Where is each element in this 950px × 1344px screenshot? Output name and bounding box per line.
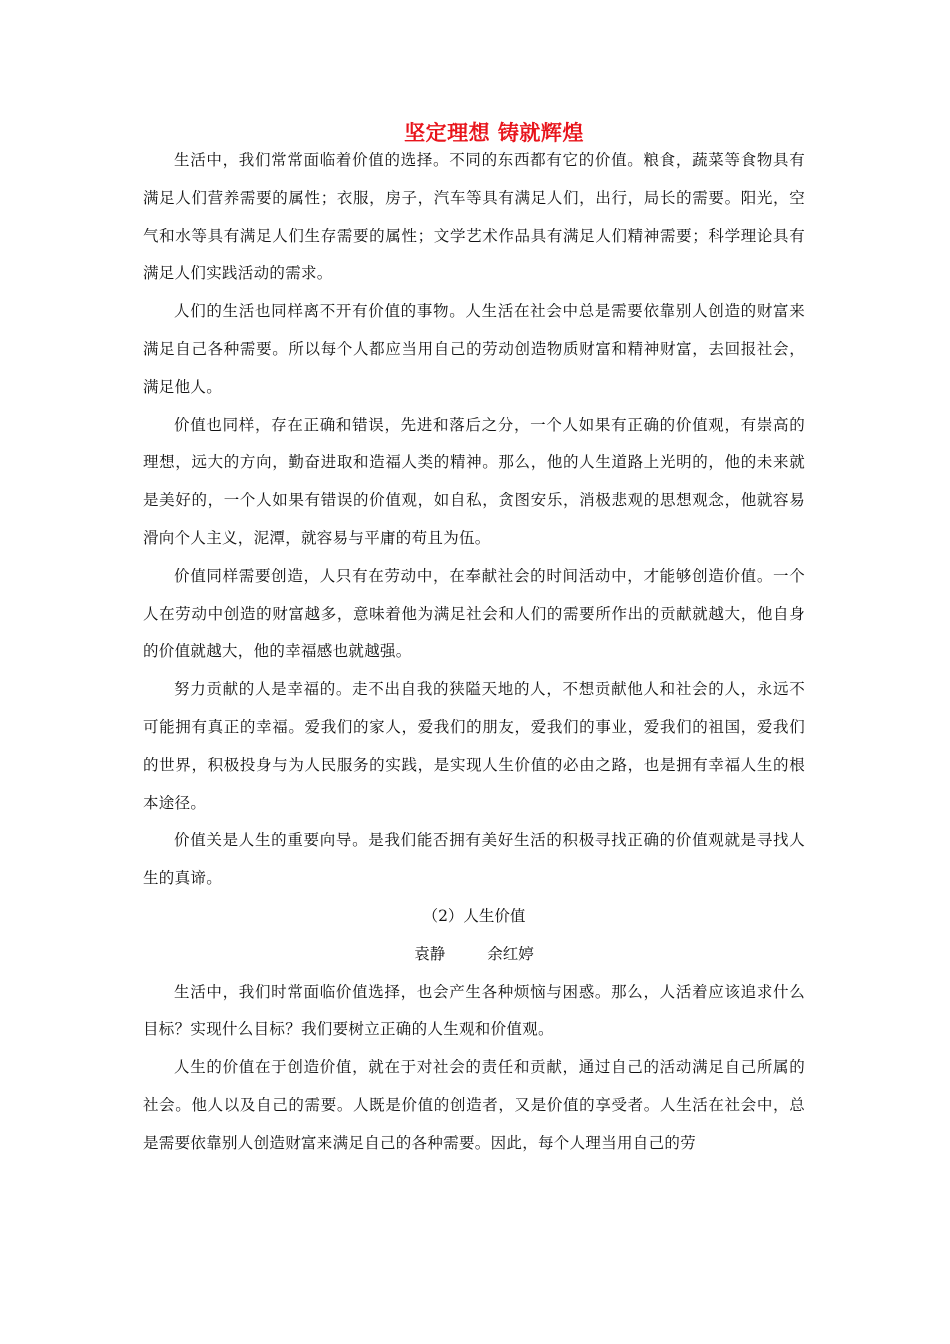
paragraph: 人们的生活也同样离不开有价值的事物。人生活在社会中总是需要依靠别人创造的财富来满足自己各种需要。所以每个人都应当用自己的劳动创造物质财富和精神财富，去回报社会，满足他人。 [143, 302, 805, 396]
paragraph: 生活中，我们常常面临着价值的选择。不同的东西都有它的价值。粮食，蔬菜等食物具有满足人们营养需要的属性；衣服，房子，汽车等具有满足人们，出行，局长的需要。阳光，空气和水等具有满足人们生存需要的属性；文学艺术作品具有满足人们精神需要；科学理论具有满足人们实践活动的需求。 [143, 151, 805, 283]
paragraph: 价值也同样，存在正确和错误，先进和落后之分，一个人如果有正确的价值观，有崇高的理想，远大的方向，勤奋进取和造福人类的精神。那么，他的人生道路上光明的，他的未来就是美好的，一个人如果有错误的价值观，如自私，贪图安乐，消极悲观的思想观念，他就容易滑向个人主义，泥潭，就容易与平庸的苟且为伍。 [143, 415, 805, 547]
paragraph: 人生的价值在于创造价值，就在于对社会的责任和贡献，通过自己的活动满足自己所属的社会。他人以及自己的需要。人既是价值的创造者，又是价值的享受者。人生活在社会中，总是需要依靠别人创造财富来满足自己的各种需要。因此，每个人理当用自己的劳 [143, 1058, 805, 1152]
author-name: 余红婷 [487, 944, 534, 963]
paragraph: 努力贡献的人是幸福的。走不出自我的狭隘天地的人，不想贡献他人和社会的人，永远不可能拥有真正的幸福。爱我们的家人，爱我们的朋友，爱我们的事业，爱我们的祖国，爱我们的世界，积极投身与为人民服务的实践，是实现人生价值的必由之路，也是拥有幸福人生的根本途径。 [143, 680, 805, 812]
paragraph: 价值同样需要创造，人只有在劳动中，在奉献社会的时间活动中，才能够创造价值。一个人在劳动中创造的财富越多，意味着他为满足社会和人们的需要所作出的贡献就越大，他自身的价值就越大，他的幸福感也就越强。 [143, 566, 805, 661]
document-page [143, 118, 805, 1163]
section-heading: （2）人生价值 [422, 906, 526, 925]
author-name: 袁静 [414, 944, 446, 963]
document-title: 坚定理想 铸就辉煌 [404, 121, 584, 145]
paragraph: 生活中，我们时常面临价值选择，也会产生各种烦恼与困惑。那么，人活着应该追求什么目标？实现什么目标？我们要树立正确的人生观和价值观。 [143, 982, 805, 1039]
author-line [143, 936, 805, 974]
paragraph: 价值关是人生的重要向导。是我们能否拥有美好生活的积极寻找正确的价值观就是寻找人生的真谛。 [143, 831, 805, 888]
